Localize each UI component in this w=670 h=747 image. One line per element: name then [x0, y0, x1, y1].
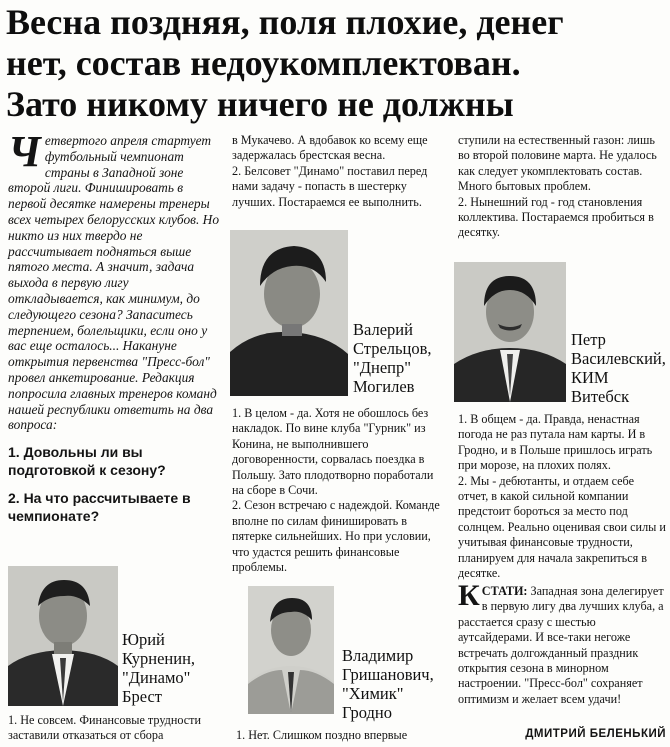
kurnenin-name-last: Курненин,	[122, 649, 196, 668]
author-signature: ДМИТРИЙ БЕЛЕНЬКИЙ	[525, 728, 666, 740]
grishanovich-caption	[342, 646, 434, 722]
grishanovich-city: Гродно	[342, 703, 392, 722]
streltsov-name-last: Стрельцов,	[353, 339, 432, 358]
grishanovich-answer-1-cont: ступили на естественный газон: лишь во второй половине марта. Не удалось как следует укомплектовать состав. Много бытовых проблем.	[458, 133, 657, 194]
kurnenin-answer-2: 2. Белсовет "Динамо" поставил перед нами задачу - попасть в шестерку лучших. Постараемся ее выполнить.	[232, 163, 428, 209]
streltsov-caption	[353, 320, 432, 396]
headline-line-3: Зато никому ничего не должны	[6, 84, 514, 124]
kurnenin-answer-1-start: 1. Не совсем. Финансовые трудности заставили отказаться от сбора	[8, 713, 202, 743]
streltsov-club: "Днепр"	[353, 358, 411, 377]
question-2: 2. На что рассчитываете в чемпионате?	[8, 490, 191, 525]
streltsov-answers	[232, 406, 444, 575]
streltsov-photo	[230, 230, 348, 396]
intro-column	[8, 127, 220, 525]
vasilevsky-caption	[571, 330, 666, 406]
grishanovich-name-first: Владимир	[342, 646, 414, 665]
grishanovich-answer-1-start: 1. Нет. Слишком поздно впервые	[236, 728, 408, 742]
kurnenin-club: "Динамо"	[122, 668, 191, 687]
kurnenin-caption	[122, 630, 195, 706]
vasilevsky-answers	[458, 412, 666, 581]
headline-line-2: нет, состав недоукомплектован.	[6, 43, 521, 83]
kurnenin-city: Брест	[122, 687, 162, 706]
grishanovich-answer-cont	[458, 133, 666, 241]
kstati-note	[458, 579, 666, 707]
grishanovich-club: "Химик"	[342, 684, 404, 703]
streltsov-name-first: Валерий	[353, 320, 413, 339]
vasilevsky-club: КИМ	[571, 368, 609, 387]
question-1: 1. Довольны ли вы подготовкой к сезону?	[8, 444, 166, 479]
headline	[6, 2, 668, 125]
vasilevsky-answer-1: 1. В общем - да. Правда, ненастная погода не раз путала нам карты. И в Гродно, и в Польше пришлось играть при морозе, на плохих полях.	[458, 412, 653, 473]
streltsov-answer-2: 2. Сезон встречаю с надеждой. Команде вполне по силам финишировать в пятерке сильнейших. Но при условии, что удастся решить финансовые проблемы.	[232, 498, 440, 575]
vasilevsky-city: Витебск	[571, 387, 630, 406]
grishanovich-answer-start	[236, 728, 446, 743]
grishanovich-answer-2: 2. Нынешний год - год становления коллектива. Постараемся пробиться в десятку.	[458, 194, 654, 240]
kstati-word: СТАТИ:	[481, 584, 528, 598]
kstati-initial: К	[458, 579, 480, 612]
vasilevsky-name-last: Василевский,	[571, 349, 666, 368]
kurnenin-answer-start	[8, 713, 222, 744]
headline-line-1: Весна поздняя, поля плохие, денег	[6, 2, 564, 42]
kstati-text: Западная зона делегирует в первую лигу два лучших клуба, а расстается сразу с шестью аутсайдерами. И все-таки негоже встречать долгожданный праздник открытия сезона в минорном настроении. "Пресс-бол" сохраняет оптимизм и желает всем удачи!	[458, 584, 664, 706]
grishanovich-photo	[248, 586, 334, 714]
vasilevsky-name-first: Петр	[571, 330, 606, 349]
kurnenin-photo	[8, 566, 118, 706]
vasilevsky-photo	[454, 262, 566, 402]
vasilevsky-answer-2: 2. Мы - дебютанты, и отдаем себе отчет, в какой сильной компании предстоит бороться за место под солнцем. Реально оценивая свои силы и учитывая финансовые трудности, планируем для начала закрепиться в десятке.	[458, 473, 666, 581]
kurnenin-answer-1-cont: в Мукачево. А вдобавок ко всему еще задержалась брестская весна.	[232, 133, 428, 163]
kurnenin-name-first: Юрий	[122, 630, 165, 649]
streltsov-city: Могилев	[353, 377, 415, 396]
intro-dropcap: Ч	[8, 127, 41, 176]
kurnenin-answer-cont	[232, 133, 446, 210]
intro-text: етвертого апреля стартует футбольный чемпионат страны в Западной зоне второй лиги. Финишировать в первой десятке намерены тренеры всех четырех белорусских клубов. Но никто из них твердо не рассчитывает подняться выше пятого места. А значит, задача выхода в первую лигу откладывается, как минимум, до следующего сезона? Запаситесь терпением, болельщики, если оно у вас еще осталось... Накануне открытия первенства "Пресс-бол" провел анкетирование. Редакция попросила главных тренеров команд нашей республики ответить на два вопроса:	[8, 133, 220, 433]
streltsov-answer-1: 1. В целом - да. Хотя не обошлось без накладок. По вине клуба "Гурник" из Конина, не выполнившего договоренности, сорвалась поездка в Польшу. Зато плодотворно поработали на сборе в Сочи.	[232, 406, 434, 498]
grishanovich-name-last: Гришанович,	[342, 665, 434, 684]
